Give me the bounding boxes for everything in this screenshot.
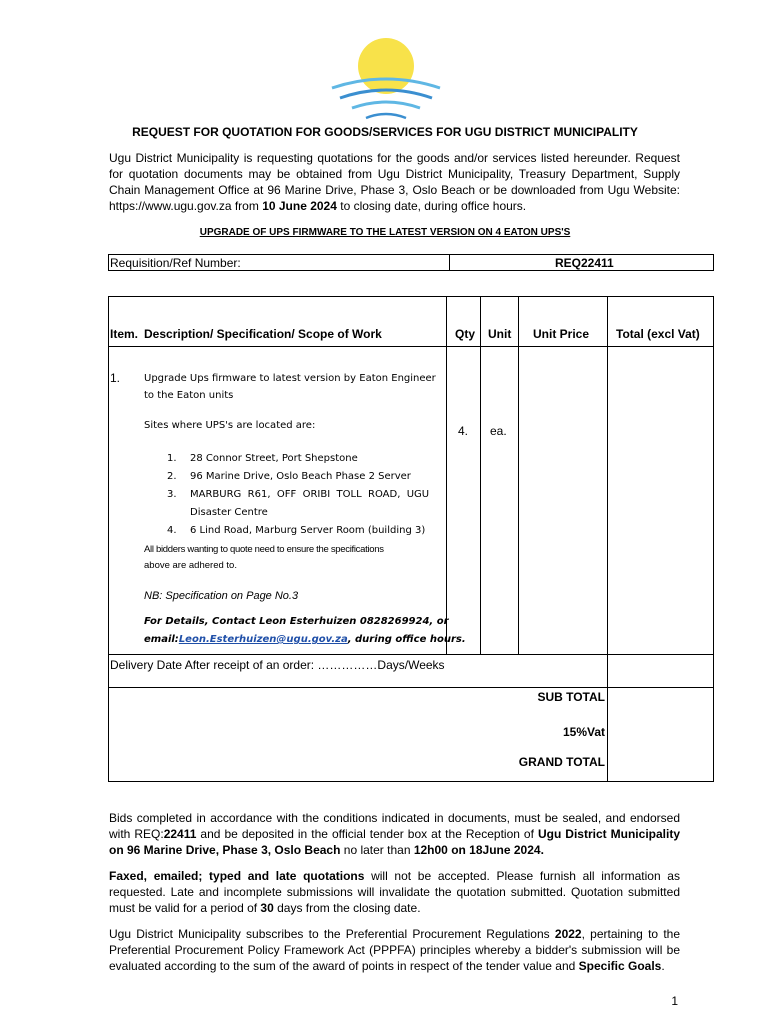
regulations-paragraph xyxy=(109,926,680,974)
text: . xyxy=(661,959,665,973)
bidders-line-1: All bidders wanting to quote need to ensure the specifications xyxy=(144,544,384,555)
ugu-logo xyxy=(318,30,454,130)
intro-text-1: Ugu District Municipality is requesting quotations for the goods and/or services listed hereunder. Request for quotation documents may be obtained from Ugu District Municipality, Treasury Department, Supply Chain Management Office at 96 Marine Drive, Phase 3, Oslo Beach or be downloaded from Ugu Website: https://www.ugu.gov.za from xyxy=(109,151,680,213)
contact-line-1: For Details, Contact Leon Esterhuizen 0828269924, or xyxy=(144,616,449,627)
site-address-cont: Disaster Centre xyxy=(190,507,268,518)
text: Bids completed in accordance with the conditions indicated in documents, must be sealed, and endorsed with REQ: xyxy=(109,811,680,841)
delivery-date: Delivery Date After receipt of an order: ……………Days/Weeks xyxy=(110,658,445,672)
unit-value: ea. xyxy=(490,424,507,438)
site-number: 3. xyxy=(167,489,177,500)
intro-paragraph xyxy=(109,150,680,214)
contact-suffix: , during office hours. xyxy=(347,634,466,645)
page-title: REQUEST FOR QUOTATION FOR GOODS/SERVICES FOR UGU DISTRICT MUNICIPALITY xyxy=(132,125,638,139)
divider xyxy=(108,346,714,347)
submission-paragraph xyxy=(109,810,680,858)
header-description: Description/ Specification/ Scope of Work xyxy=(144,327,382,341)
conditions-paragraph xyxy=(109,868,680,916)
deadline: 12h00 on 18June 2024. xyxy=(413,843,544,857)
wave-4 xyxy=(366,114,406,118)
site-number: 1. xyxy=(167,453,177,464)
site-number: 2. xyxy=(167,471,177,482)
text: , pertaining to the Preferential Procurement Policy Framework Act (PPPFA) principles whereby a bidder's submission will be evaluated according to the sum of the award of points in respect of the tender value and xyxy=(109,927,681,973)
site-address: 96 Marine Drive, Oslo Beach Phase 2 Server xyxy=(190,471,411,482)
description-line-2: to the Eaton units xyxy=(144,390,234,401)
qty-value: 4. xyxy=(458,424,469,438)
requisition-label: Requisition/Ref Number: xyxy=(110,256,241,270)
sun-shape xyxy=(358,38,414,94)
bold-text: Faxed, emailed; typed and late quotations xyxy=(109,869,365,883)
wave-3 xyxy=(352,102,420,108)
sub-total-label: SUB TOTAL xyxy=(537,690,605,704)
sites-label: Sites where UPS's are located are: xyxy=(144,420,316,431)
text: no later than xyxy=(340,843,414,857)
bold-text: Specific Goals xyxy=(578,959,662,973)
site-address: 28 Connor Street, Port Shepstone xyxy=(190,453,358,464)
text: Ugu District Municipality subscribes to the Preferential Procurement Regulations xyxy=(109,927,555,941)
contact-prefix: email: xyxy=(144,634,179,645)
requisition-value: REQ22411 xyxy=(555,256,614,270)
header-unit-price: Unit Price xyxy=(533,327,590,341)
contact-line-2 xyxy=(144,634,466,645)
divider xyxy=(518,296,519,654)
text: will not be accepted. Please furnish all information as requested. Late and incomplete submissions will invalidate the quotation submitted. Quotation submitted must be valid for a period of xyxy=(109,869,680,915)
bidders-line-2: above are adhered to. xyxy=(144,560,237,571)
year: 2022 xyxy=(554,927,582,941)
page-number: 1 xyxy=(671,994,678,1008)
site-number: 4. xyxy=(167,525,177,536)
header-unit: Unit xyxy=(488,327,512,341)
item-number: 1. xyxy=(110,371,121,385)
text: and be deposited in the official tender box at the Reception of xyxy=(196,827,538,841)
subtitle: UPGRADE OF UPS FIRMWARE TO THE LATEST VERSION ON 4 EATON UPS'S xyxy=(199,227,571,238)
location: Ugu District Municipality on 96 Marine Drive, Phase 3, Oslo Beach xyxy=(109,827,680,857)
ref-number: 22411 xyxy=(163,827,197,841)
intro-date: 10 June 2024 xyxy=(262,199,337,213)
description-line-1: Upgrade Ups firmware to latest version by Eaton Engineer xyxy=(144,373,436,384)
site-address: MARBURG R61, OFF ORIBI TOLL ROAD, UGU xyxy=(190,489,430,500)
contact-email-link[interactable]: Leon.Esterhuizen@ugu.gov.za xyxy=(178,634,348,645)
text: days from the closing date. xyxy=(273,901,421,915)
quotation-table xyxy=(108,296,714,782)
requisition-box xyxy=(108,254,714,271)
grand-total-label: GRAND TOTAL xyxy=(518,755,605,769)
header-total: Total (excl Vat) xyxy=(616,327,700,341)
intro-text-2: to closing date, during office hours. xyxy=(336,199,527,213)
header-qty: Qty xyxy=(455,327,476,341)
site-address: 6 Lind Road, Marburg Server Room (building 3) xyxy=(190,525,426,536)
divider xyxy=(607,296,608,782)
nb-note: NB: Specification on Page No.3 xyxy=(144,590,299,602)
divider xyxy=(108,687,714,688)
vat-label: 15%Vat xyxy=(562,725,605,739)
divider xyxy=(449,255,450,270)
divider xyxy=(446,296,447,654)
header-item: Item. xyxy=(110,327,139,341)
divider xyxy=(108,654,714,655)
validity-days: 30 xyxy=(260,901,274,915)
divider xyxy=(480,296,481,654)
